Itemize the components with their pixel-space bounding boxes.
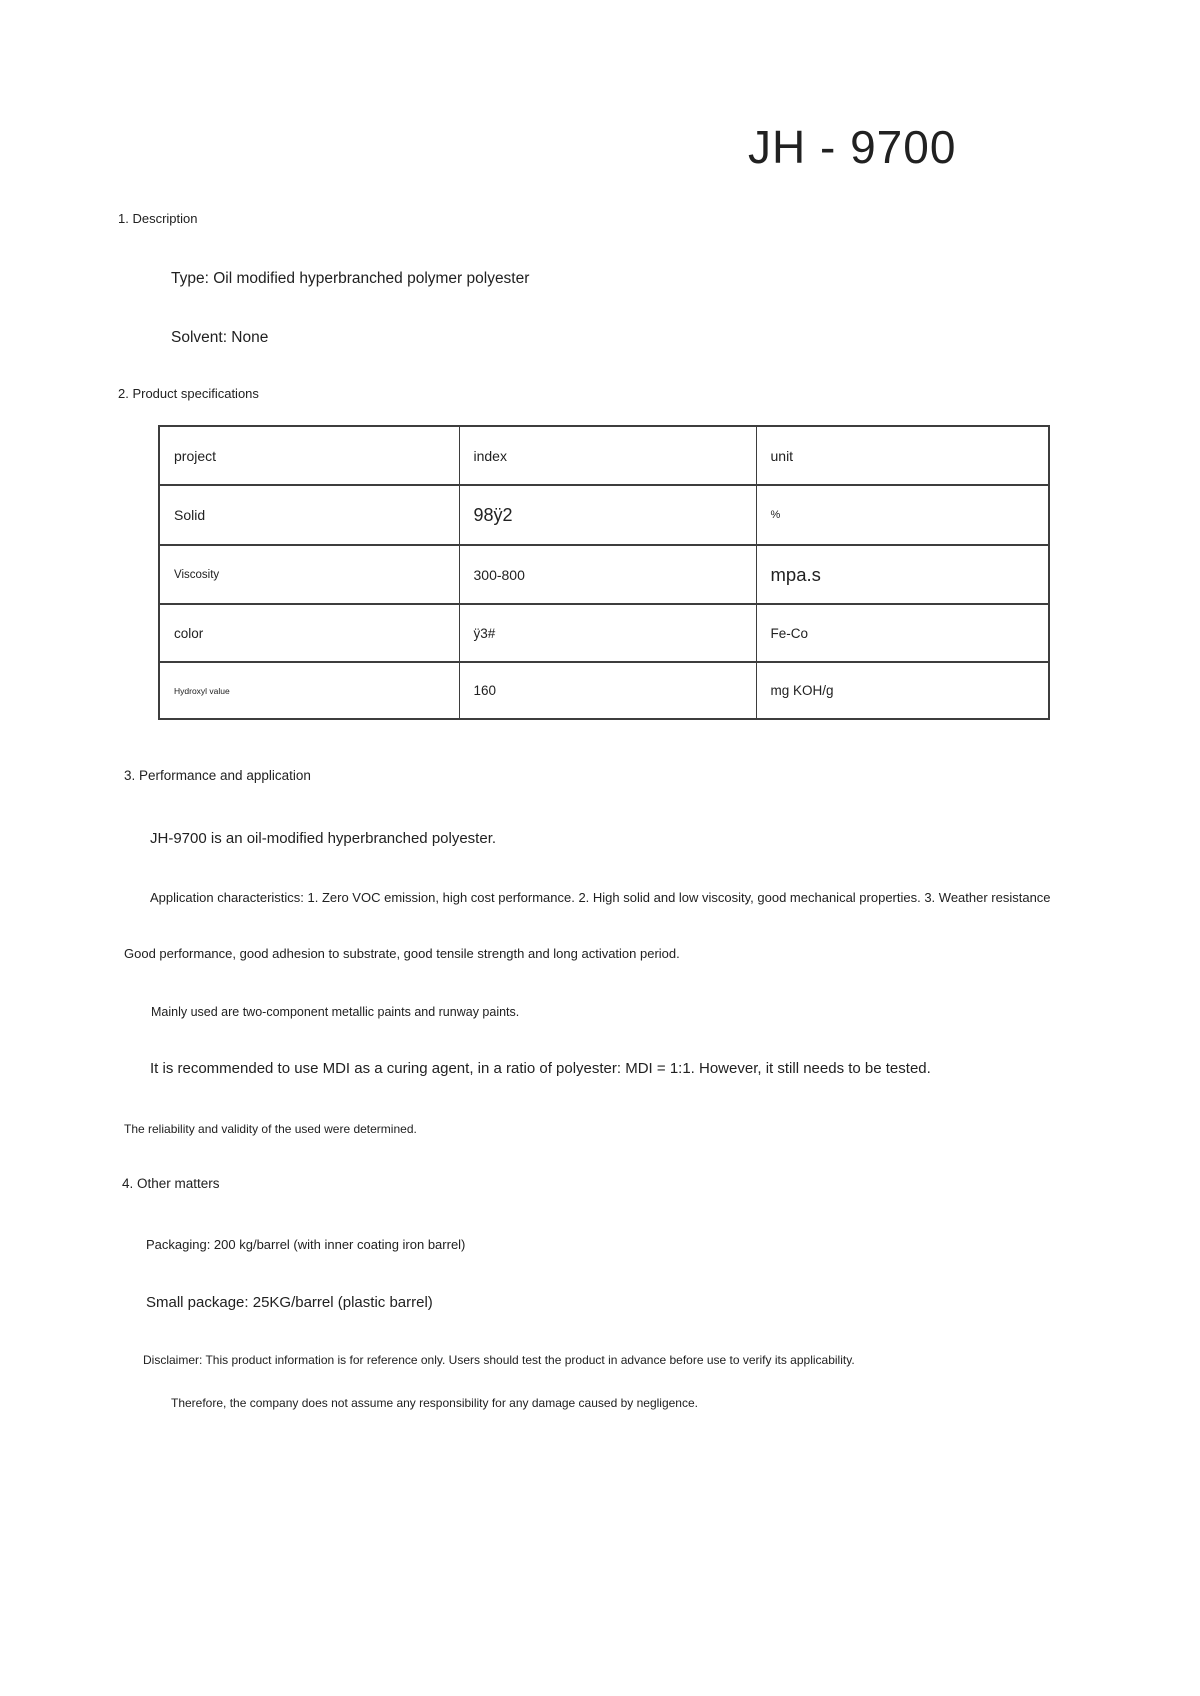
solvent-line: Solvent: None bbox=[171, 329, 269, 346]
type-line: Type: Oil modified hyperbranched polymer polyester bbox=[171, 270, 530, 287]
column-header-index: index bbox=[459, 426, 756, 485]
packaging-line: Packaging: 200 kg/barrel (with inner coating iron barrel) bbox=[146, 1237, 466, 1252]
table-row-solid bbox=[159, 485, 1049, 545]
cell-hydroxyl-project: Hydroxyl value bbox=[159, 662, 459, 719]
section-performance-heading: 3. Performance and application bbox=[124, 768, 311, 783]
disclaimer-line: Disclaimer: This product information is for reference only. Users should test the product in advance before use to verify its applicability. bbox=[143, 1353, 855, 1367]
performance-intro-line: JH-9700 is an oil-modified hyperbranched polyester. bbox=[150, 830, 497, 847]
performance-characteristics-line: Application characteristics: 1. Zero VOC emission, high cost performance. 2. High solid and low viscosity, good mechanical properties. 3. Weather resistance bbox=[150, 890, 1051, 905]
specifications-table bbox=[158, 425, 1050, 720]
section-description-heading: 1. Description bbox=[118, 211, 198, 226]
cell-color-index: ÿ3# bbox=[459, 604, 756, 662]
performance-continuation-line: Good performance, good adhesion to substrate, good tensile strength and long activation period. bbox=[124, 946, 680, 961]
table-row-hydroxyl bbox=[159, 662, 1049, 719]
cell-viscosity-project: Viscosity bbox=[159, 545, 459, 604]
disclaimer-continued-line: Therefore, the company does not assume any responsibility for any damage caused by negligence. bbox=[171, 1396, 698, 1410]
document-title: JH - 9700 bbox=[748, 121, 957, 173]
cell-color-project: color bbox=[159, 604, 459, 662]
cell-hydroxyl-unit: mg KOH/g bbox=[756, 662, 1049, 719]
column-header-project: project bbox=[159, 426, 459, 485]
cell-solid-index: 98ÿ2 bbox=[459, 485, 756, 545]
section-other-matters-heading: 4. Other matters bbox=[122, 1176, 220, 1191]
section-specifications-heading: 2. Product specifications bbox=[118, 386, 259, 401]
performance-reliability-line: The reliability and validity of the used were determined. bbox=[124, 1122, 417, 1136]
table-row-color bbox=[159, 604, 1049, 662]
cell-viscosity-unit: mpa.s bbox=[756, 545, 1049, 604]
table-header-row bbox=[159, 426, 1049, 485]
performance-usage-line: Mainly used are two-component metallic paints and runway paints. bbox=[151, 1005, 520, 1019]
table-row-viscosity bbox=[159, 545, 1049, 604]
cell-hydroxyl-index: 160 bbox=[459, 662, 756, 719]
small-package-line: Small package: 25KG/barrel (plastic barrel) bbox=[146, 1294, 433, 1311]
cell-solid-project: Solid bbox=[159, 485, 459, 545]
column-header-unit: unit bbox=[756, 426, 1049, 485]
cell-solid-unit: % bbox=[756, 485, 1049, 545]
performance-recommendation-line: It is recommended to use MDI as a curing agent, in a ratio of polyester: MDI = 1:1. However, it still needs to be tested. bbox=[150, 1060, 931, 1077]
cell-color-unit: Fe-Co bbox=[756, 604, 1049, 662]
cell-viscosity-index: 300-800 bbox=[459, 545, 756, 604]
